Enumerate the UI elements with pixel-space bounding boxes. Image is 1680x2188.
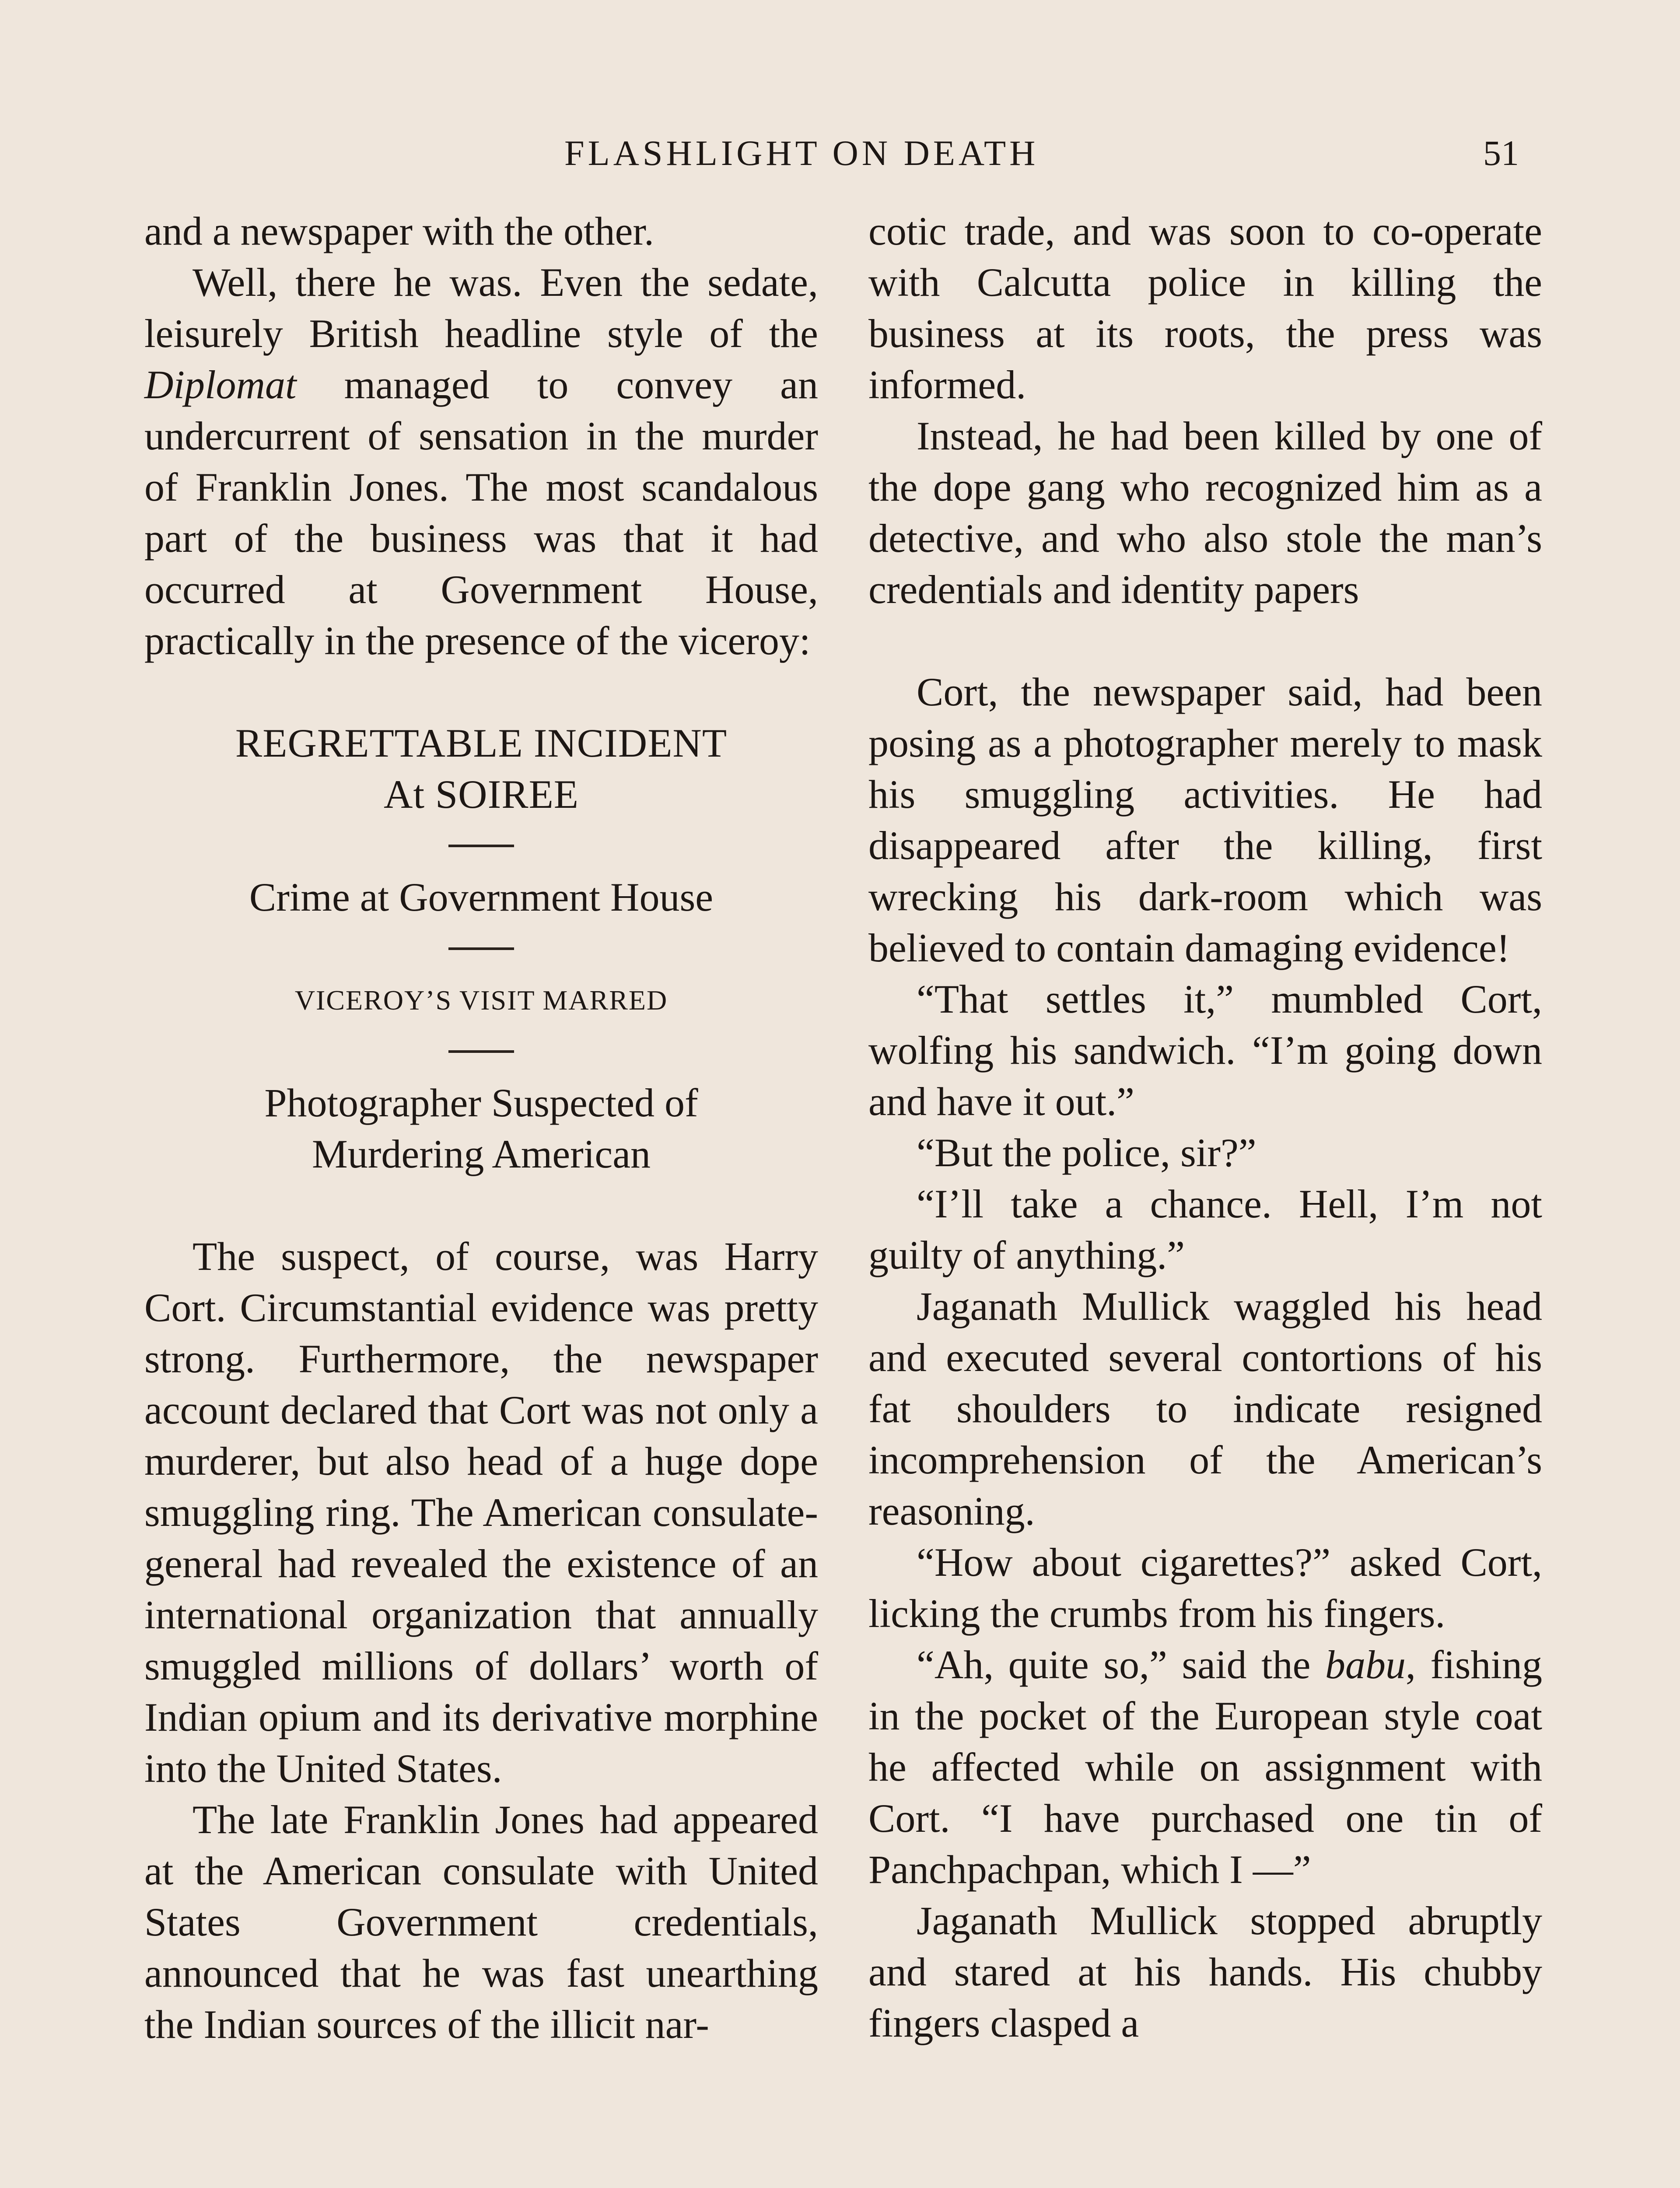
headline-line: Photographer Suspected of [264,1080,698,1125]
text-run: Well, there he was. Even the sedate, leisurely British headline style of the [144,260,818,356]
italic-word: babu [1325,1642,1406,1687]
paragraph: “But the police, sir?” [917,1130,1256,1175]
headline-divider [448,947,514,950]
headline-divider [448,845,514,847]
text-run: managed to convey an undercurrent of sensation in the murder of Franklin Jones. The most scandalous part of the business was that it had occurred at Government House, practically in the presence of the viceroy: [144,362,818,663]
newspaper-headline [144,718,818,1180]
headline-line: REGRETTABLE INCIDENT [235,721,728,765]
text-run: , fishing in the pocket of the European style coat he affected while on assignment with Cort. “I have purchased one tin of Panchpachpan, which I —” [868,1642,1542,1892]
paragraph: The late Franklin Jones had appeared at the American consulate with United States Government credentials, announced that he was fast unearthing the Indian sources of the illicit nar- [144,1797,818,2047]
paragraph: Jaganath Mullick stopped abruptly and stared at his hands. His chubby fingers clasped a [868,1898,1542,2045]
paragraph [144,257,818,666]
page-number: 51 [1483,133,1519,173]
paragraph: Jaganath Mullick waggled his head and executed several contortions of his fat shoulders to indicate resigned incomprehension of the American’s reasoning. [868,1284,1542,1533]
paragraph: cotic trade, and was soon to co-operate with Calcutta police in killing the business at its roots, the press was informed. [868,209,1542,407]
paragraph: “I’ll take a chance. Hell, I’m not guilty of anything.” [868,1182,1542,1277]
text-run: “Ah, quite so,” said the [917,1642,1325,1687]
headline-line: Crime at Government House [249,875,714,919]
right-column [868,206,1542,2049]
left-column [144,206,818,2050]
paragraph: and a newspaper with the other. [144,209,654,253]
paragraph: “That settles it,” mumbled Cort, wolfing his sandwich. “I’m going down and have it out.” [868,977,1542,1124]
paragraph: Instead, he had been killed by one of the dope gang who recognized him as a detective, and who also stole the man’s credentials and identity papers [868,414,1542,612]
headline-line: VICEROY’S VISIT MARRED [294,985,668,1016]
newspaper-name: Diplomat [144,362,297,407]
paragraph [868,1639,1542,1895]
headline-divider [448,1050,514,1053]
paragraph: Cort, the newspaper said, had been posing as a photographer merely to mask his smuggling activities. He had disappeared after the killing, first wrecking his dark-room which was believed to contain damaging evidence! [868,670,1542,970]
paragraph: “How about cigarettes?” asked Cort, licking the crumbs from his fingers. [868,1540,1542,1636]
paragraph: The suspect, of course, was Harry Cort. Circumstantial evidence was pretty strong. Furthermore, the newspaper account declared that Cort was not only a murderer, but also head of a huge dope smuggling ring. The American consulate-general had revealed the existence of an international organization that annually smuggled millions of dollars’ worth of Indian opium and its derivative morphine into the United States. [144,1234,818,1791]
running-head: FLASHLIGHT ON DEATH [564,133,1039,173]
headline-line: At SOIREE [384,772,579,817]
headline-line: Murdering American [312,1132,651,1176]
